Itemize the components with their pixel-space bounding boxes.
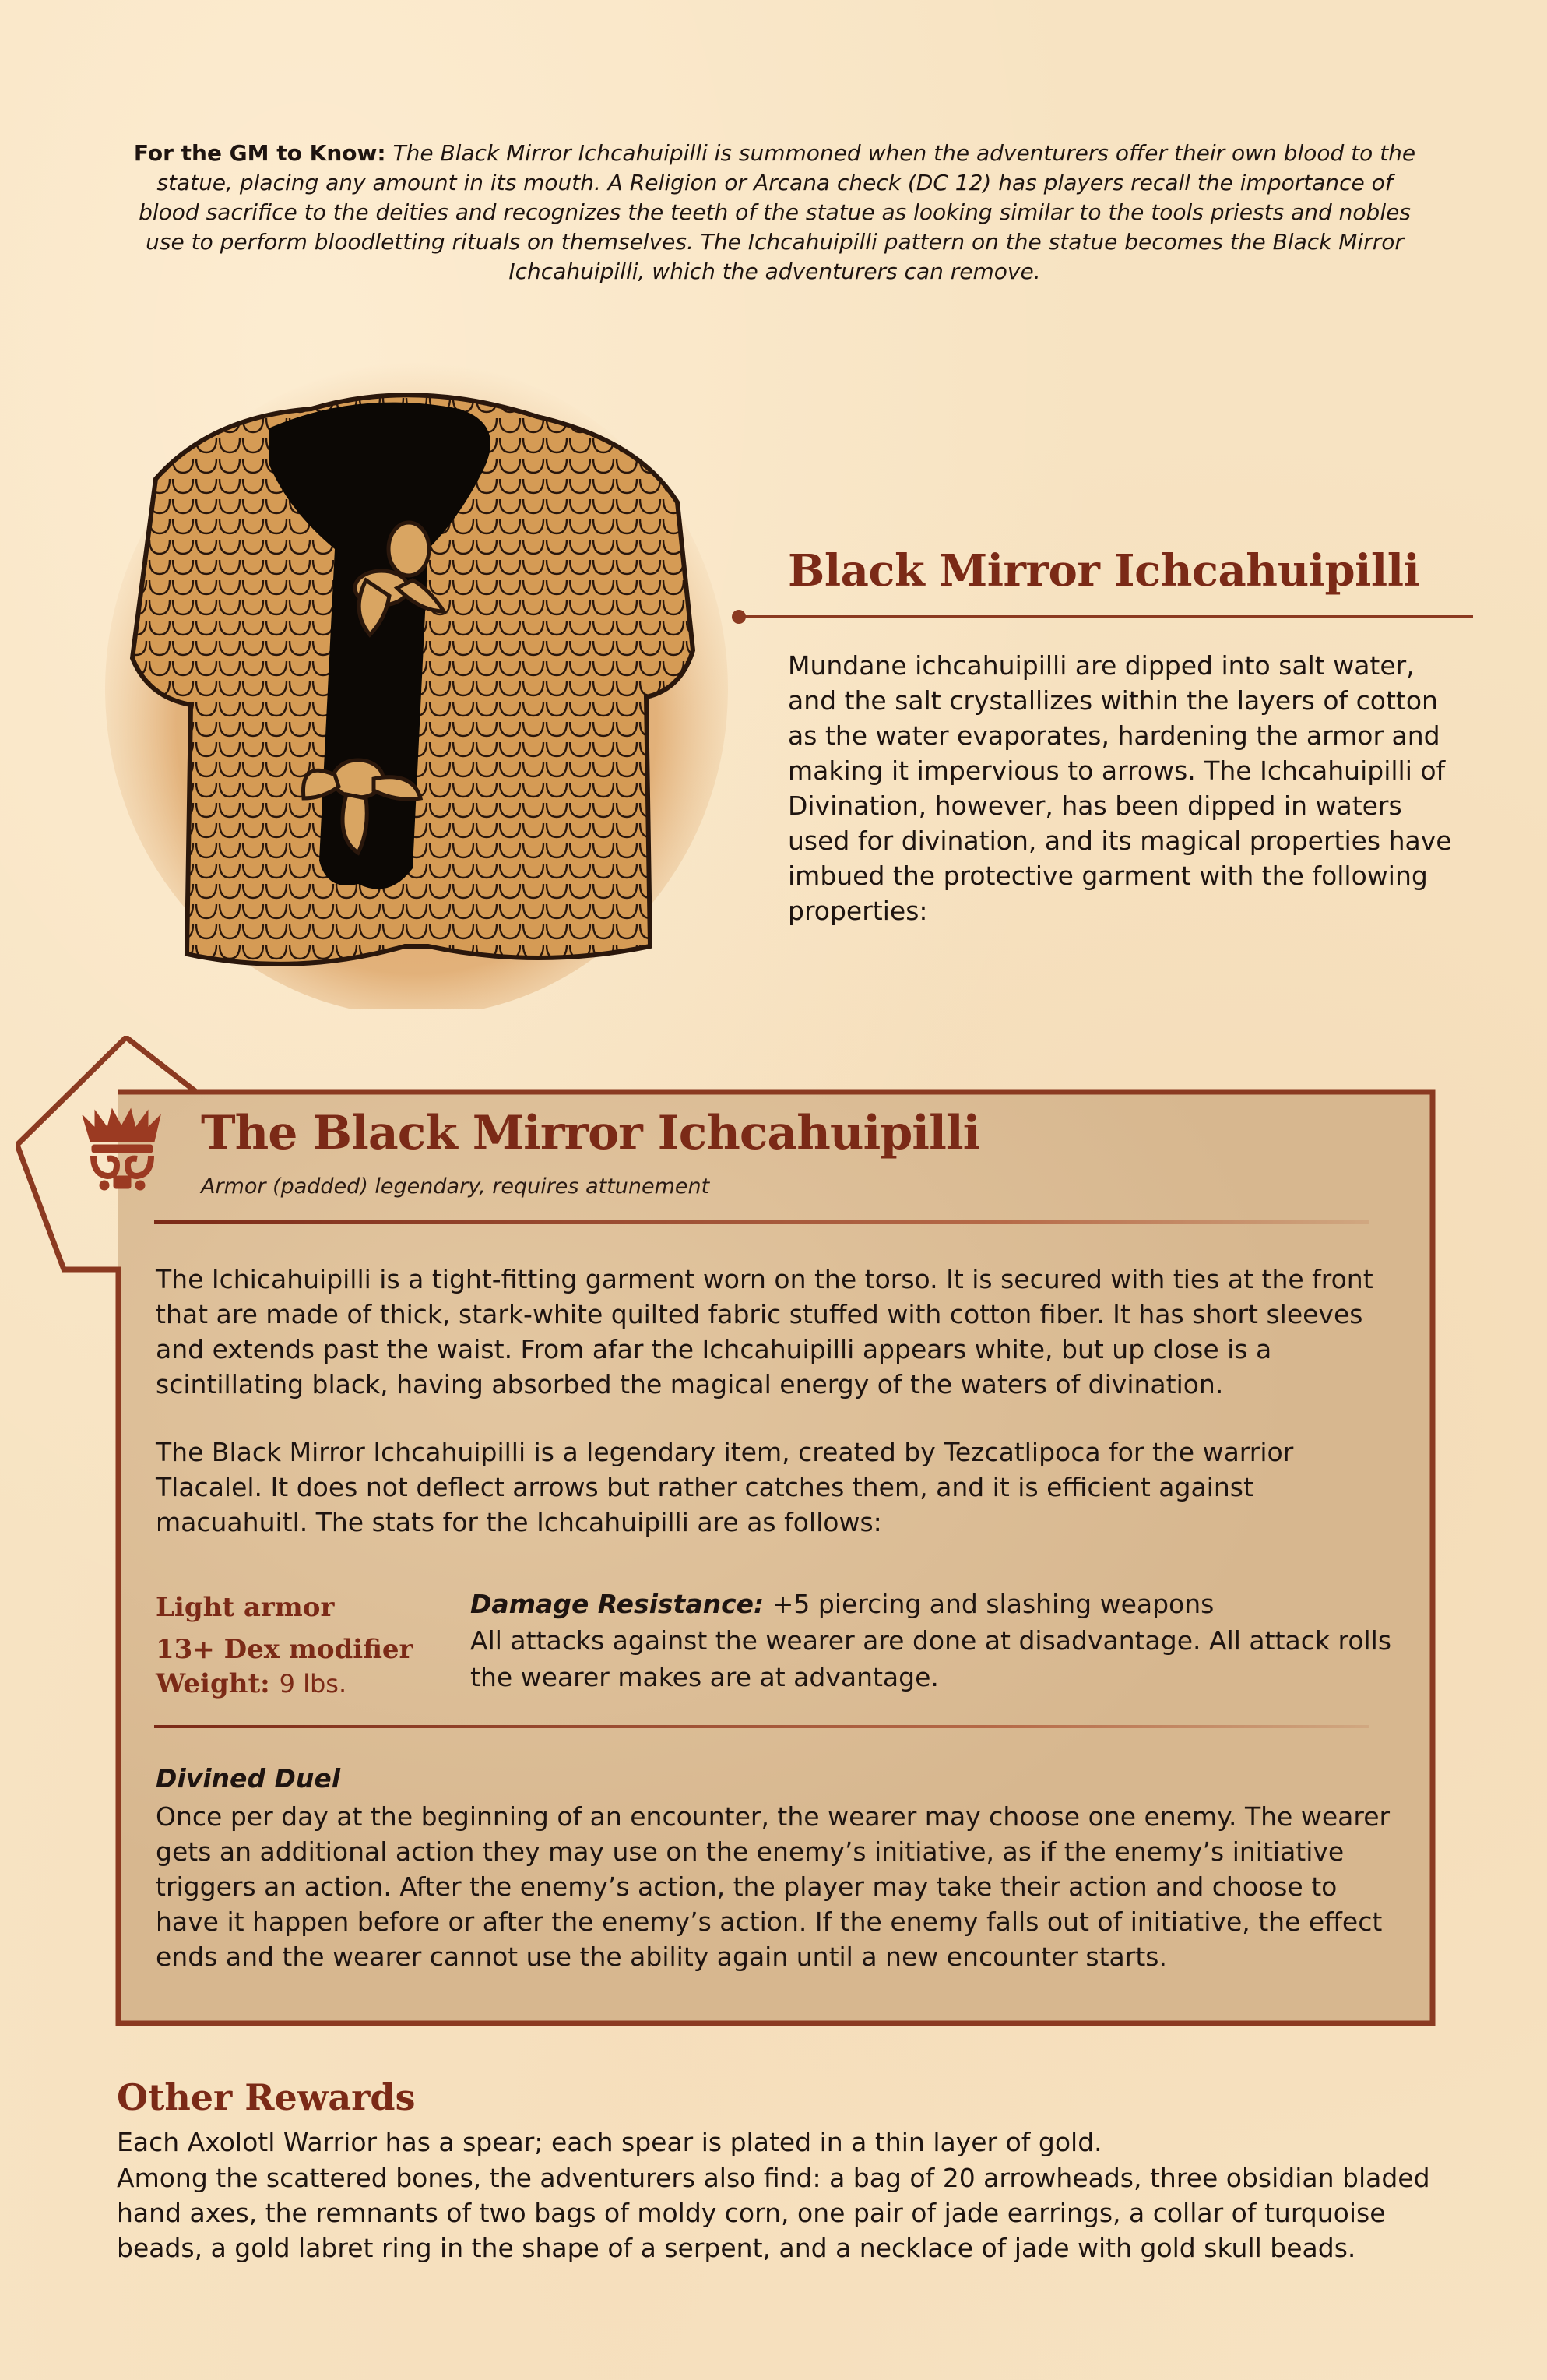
item-lore: The Black Mirror Ichcahuipilli is a legendary item, created by Tezcatlipoca for the warrior Tlacalel. It does not deflect arrows but rather catches them, and it is efficient against macuahuitl. The stats for the Ichcahuipilli are as follows: (156, 1437, 1294, 1537)
item-description: The Ichicahuipilli is a tight-fitting garment worn on the torso. It is secured with ties at the front that are made of thick, stark-white quilted fabric stuffed with cotton fiber. It has short sleeves and extends past the waist. From afar the Ichcahuipilli appears white, but up close is a scintillating black, having absorbed the magical energy of the waters of divination. (156, 1264, 1373, 1399)
attack-effect: All attacks against the wearer are done at disadvantage. All attack rolls the wearer makes are at advantage. (470, 1625, 1392, 1692)
item-properties (470, 1586, 1405, 1695)
section-rule (738, 615, 1473, 618)
armor-type: Light armor (156, 1592, 335, 1623)
item-title: The Black Mirror Ichcahuipilli (201, 1106, 980, 1160)
item-stats-rule (154, 1725, 1369, 1728)
rewards-spears: Each Axolotl Warrior has a spear; each spear is plated in a thin layer of gold. (117, 2127, 1102, 2157)
ability-description: Once per day at the beginning of an encounter, the wearer may choose one enemy. The wearer gets an additional action they may use on the enemy’s initiative, as if the enemy’s initiative triggers an action. After the enemy’s action, the player may take their action and choose to have it happen before or after the enemy’s action. If the enemy falls out of initiative, the effect ends and the wearer cannot use the ability again until a new encounter starts. (156, 1801, 1391, 1972)
weight-label: Weight: (156, 1668, 270, 1699)
resistance-value: +5 piercing and slashing weapons (772, 1589, 1215, 1619)
gm-note-body: The Black Mirror Ichcahuipilli is summoned when the adventurers offer their own blood to the statue, placing any amount in its mouth. A Religion or Arcana check (DC 12) has players recall the importance of blood sacrifice to the deities and recognizes the teeth of the statue as looking similar to the tools priests and nobles use to perform bloodletting rituals on themselves. The Ichcahuipilli pattern on the statue becomes the Black Mirror Ichcahuipilli, which the adventurers can remove. (139, 140, 1416, 284)
gm-note (132, 139, 1417, 287)
damage-resistance (470, 1586, 1405, 1622)
ichcahuipilli-illustration (101, 354, 732, 1009)
weight-value: 9 lbs. (279, 1669, 347, 1699)
rewards-loot: Among the scattered bones, the adventurers also find: a bag of 20 arrowheads, three obsidian bladed hand axes, the remnants of two bags of moldy corn, one pair of jade earrings, a collar of turquoise beads, a gold labret ring in the shape of a serpent, and a necklace of jade with gold skull beads. (117, 2163, 1430, 2263)
resistance-label: Damage Resistance: (470, 1589, 765, 1619)
item-stats (156, 1586, 413, 1701)
armor-class: 13+ Dex modifier (156, 1634, 413, 1665)
aztec-glyph-icon (76, 1104, 168, 1196)
gm-note-lead: For the GM to Know: (133, 140, 386, 166)
ability-title: Divined Duel (156, 1763, 341, 1794)
rewards-title: Other Rewards (117, 2076, 416, 2118)
section-title: Black Mirror Ichcahuipilli (788, 545, 1420, 597)
item-weight (156, 1667, 413, 1701)
item-subtitle: Armor (padded) legendary, requires attunement (201, 1174, 710, 1199)
section-description: Mundane ichcahuipilli are dipped into salt water, and the salt crystallizes within the layers of cotton as the water evaporates, hardening the armor and making it impervious to arrows. The Ichcahuipilli of Divination, however, has been dipped in waters used for divination, and its magical properties have imbued the protective garment with the following properties: (788, 650, 1452, 926)
item-header-rule (154, 1220, 1369, 1224)
